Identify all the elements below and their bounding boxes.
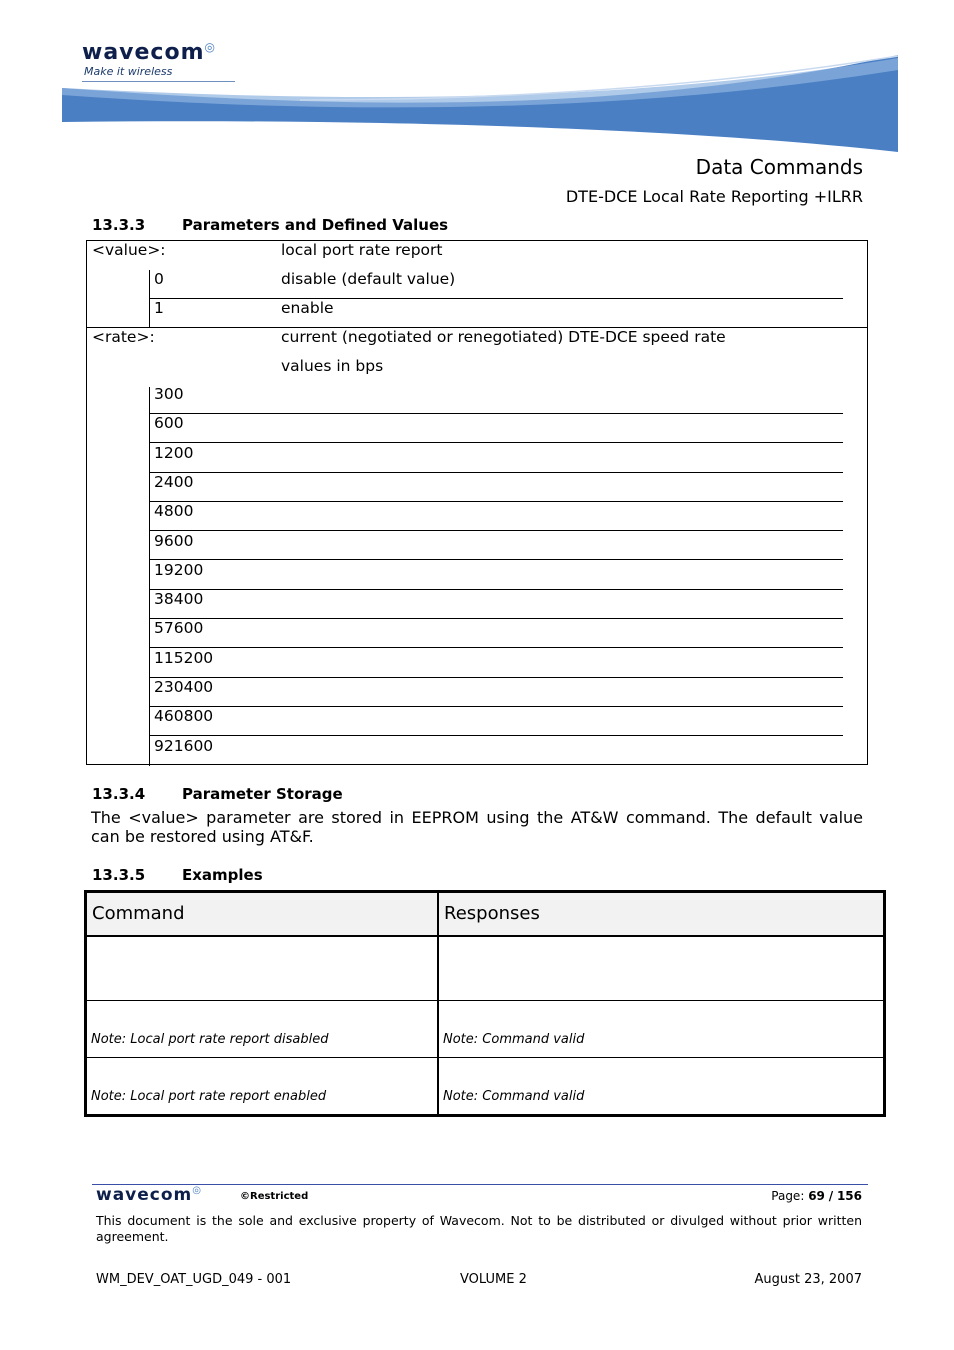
row-divider <box>149 559 843 560</box>
examples-table <box>84 890 886 1117</box>
param-name-value: <value>: <box>92 241 166 259</box>
rate-value: 600 <box>154 414 184 432</box>
tagline: Make it wireless <box>84 65 173 78</box>
document-volume: VOLUME 2 <box>460 1272 527 1287</box>
option-label: enable <box>281 299 334 317</box>
header-banner <box>0 0 954 160</box>
rate-value: 38400 <box>154 590 204 608</box>
rate-value: 921600 <box>154 737 214 755</box>
row-divider <box>149 677 843 678</box>
param-desc-rate-line2: values in bps <box>281 357 384 375</box>
rate-value: 115200 <box>154 649 214 667</box>
heading-examples <box>92 866 263 884</box>
param-desc-rate: current (negotiated or renegotiated) DTE-DCE speed rate <box>281 328 726 346</box>
param-desc-value: local port rate report <box>281 241 443 259</box>
row-divider <box>149 618 843 619</box>
option-label: disable (default value) <box>281 270 456 288</box>
section-title: DTE-DCE Local Rate Reporting +ILRR <box>565 187 863 206</box>
rate-value: 2400 <box>154 473 194 491</box>
header-divider <box>87 935 883 937</box>
footer-divider <box>92 1184 868 1185</box>
rate-value: 300 <box>154 385 184 403</box>
parameters-table <box>86 240 868 765</box>
page-total: 156 <box>836 1189 862 1203</box>
storage-paragraph: The <value> parameter are stored in EEPROM using the AT&W command. The default value can be restored using AT&F. <box>91 808 863 846</box>
page-current: 69 <box>808 1189 825 1203</box>
response-note: Note: Command valid <box>443 1032 585 1047</box>
document-date: August 23, 2007 <box>754 1272 862 1287</box>
command-note: Note: Local port rate report disabled <box>91 1032 329 1047</box>
wavecom-logo <box>82 40 216 65</box>
logo-swirl-icon: ◎ <box>204 40 216 54</box>
heading-text: Parameter Storage <box>182 785 343 803</box>
rate-value: 4800 <box>154 502 194 520</box>
heading-text: Examples <box>182 866 263 884</box>
heading-storage <box>92 785 343 803</box>
rate-value: 230400 <box>154 678 214 696</box>
option-code: 0 <box>154 270 164 288</box>
footer-wavecom-logo <box>96 1185 202 1205</box>
rate-value: 460800 <box>154 707 214 725</box>
rate-value: 1200 <box>154 444 194 462</box>
logo-wordmark: wavecom <box>82 40 205 65</box>
row-divider <box>149 647 843 648</box>
option-code: 1 <box>154 299 164 317</box>
row-divider <box>149 706 843 707</box>
page-prefix: Page: <box>771 1189 805 1203</box>
footer-disclaimer: This document is the sole and exclusive property of Wavecom. Not to be distributed or divulged without prior written agreement. <box>96 1213 862 1244</box>
row-divider <box>149 589 843 590</box>
page-number <box>771 1189 862 1203</box>
command-note: Note: Local port rate report enabled <box>91 1089 327 1104</box>
column-header-command: Command <box>87 893 437 935</box>
chapter-title: Data Commands <box>695 155 863 179</box>
heading-text: Parameters and Defined Values <box>182 216 449 234</box>
row-divider <box>87 1057 883 1058</box>
row-divider <box>149 735 843 736</box>
row-divider <box>149 298 843 299</box>
response-note: Note: Command valid <box>443 1089 585 1104</box>
heading-number: 13.3.5 <box>92 866 146 884</box>
restricted-label: ©Restricted <box>240 1191 309 1202</box>
page-separator: / <box>828 1189 834 1203</box>
document-id: WM_DEV_OAT_UGD_049 - 001 <box>96 1272 292 1287</box>
row-divider <box>149 472 843 473</box>
row-divider <box>149 442 843 443</box>
rate-value: 9600 <box>154 532 194 550</box>
row-divider <box>149 530 843 531</box>
row-divider <box>87 1000 883 1001</box>
heading-number: 13.3.4 <box>92 785 146 803</box>
rate-value: 57600 <box>154 619 204 637</box>
rate-value: 19200 <box>154 561 204 579</box>
rate-list-divider <box>149 387 150 766</box>
column-header-responses: Responses <box>439 893 883 935</box>
row-divider <box>149 501 843 502</box>
tagline-divider <box>82 81 235 82</box>
heading-number: 13.3.3 <box>92 216 146 234</box>
value-options-divider <box>149 270 150 328</box>
column-divider <box>437 893 439 1114</box>
footer-logo-swirl-icon: ◎ <box>192 1185 202 1196</box>
row-divider <box>149 413 843 414</box>
param-name-rate: <rate>: <box>92 328 155 346</box>
footer-logo-wordmark: wavecom <box>96 1185 193 1205</box>
heading-parameters <box>92 216 448 234</box>
